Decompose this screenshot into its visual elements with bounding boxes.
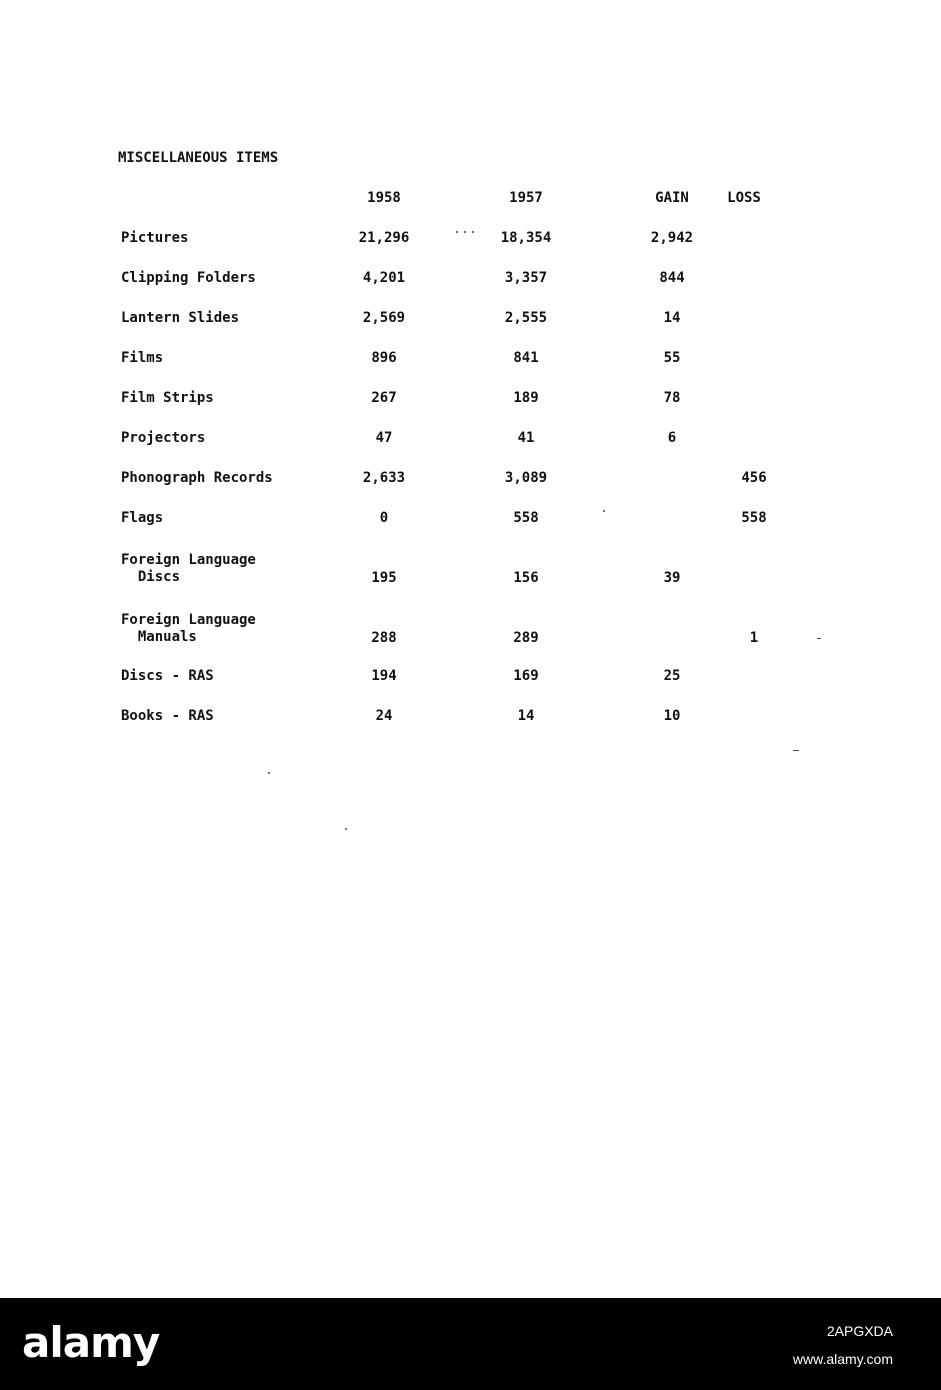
row-label: Phonograph Records <box>121 470 273 486</box>
scan-speck <box>793 750 799 751</box>
value-1957: 14 <box>517 708 535 724</box>
value-gain: 55 <box>663 350 681 366</box>
scan-speck <box>345 828 347 830</box>
column-header-loss: LOSS <box>727 190 761 206</box>
value-1958: 896 <box>371 350 397 366</box>
row-label: Foreign Language Manuals <box>121 612 256 645</box>
column-header-gain: GAIN <box>655 190 689 206</box>
value-1957: 841 <box>513 350 539 366</box>
watermark-logo: alamy <box>22 1318 160 1367</box>
value-1958: 194 <box>371 668 397 684</box>
value-gain: 14 <box>663 310 681 326</box>
value-1957: 169 <box>513 668 539 684</box>
scan-speck <box>464 231 466 233</box>
value-gain: 25 <box>663 668 681 684</box>
value-1958: 21,296 <box>358 230 410 246</box>
value-1957: 3,357 <box>504 270 548 286</box>
value-1958: 47 <box>375 430 393 446</box>
value-1957: 189 <box>513 390 539 406</box>
scan-speck <box>603 510 605 512</box>
row-label: Films <box>121 350 164 366</box>
watermark-url: www.alamy.com <box>792 1351 893 1367</box>
scan-speck <box>456 231 458 233</box>
row-label: Pictures <box>121 230 189 246</box>
row-label: Foreign Language Discs <box>121 552 256 585</box>
document-title: MISCELLANEOUS ITEMS <box>118 150 279 166</box>
row-label: Clipping Folders <box>121 270 256 286</box>
row-label: Projectors <box>121 430 206 446</box>
value-1958: 2,569 <box>362 310 406 326</box>
value-gain: 78 <box>663 390 681 406</box>
row-label: Books - RAS <box>121 708 214 724</box>
value-1958: 195 <box>371 570 397 586</box>
value-1957: 289 <box>513 630 539 646</box>
scan-speck <box>472 231 474 233</box>
row-label: Discs - RAS <box>121 668 214 684</box>
value-1958: 267 <box>371 390 397 406</box>
column-header-1958: 1958 <box>367 190 401 206</box>
value-gain: 2,942 <box>650 230 694 246</box>
value-1958: 4,201 <box>362 270 406 286</box>
value-gain: 6 <box>667 430 677 446</box>
value-gain: 39 <box>663 570 681 586</box>
column-header-1957: 1957 <box>509 190 543 206</box>
value-loss: 456 <box>741 470 767 486</box>
value-1958: 0 <box>379 510 389 526</box>
scan-speck <box>817 638 821 639</box>
scan-speck <box>268 772 270 774</box>
value-1957: 18,354 <box>500 230 552 246</box>
value-1957: 3,089 <box>504 470 548 486</box>
value-1957: 156 <box>513 570 539 586</box>
value-1957: 41 <box>517 430 535 446</box>
value-1957: 2,555 <box>504 310 548 326</box>
value-loss: 558 <box>741 510 767 526</box>
value-1957: 558 <box>513 510 539 526</box>
value-gain: 844 <box>659 270 685 286</box>
value-gain: 10 <box>663 708 681 724</box>
value-1958: 24 <box>375 708 393 724</box>
row-label: Lantern Slides <box>121 310 240 326</box>
value-1958: 2,633 <box>362 470 406 486</box>
value-1958: 288 <box>371 630 397 646</box>
watermark-image-id: 2APGXDA <box>826 1323 893 1339</box>
row-label: Flags <box>121 510 164 526</box>
row-label: Film Strips <box>121 390 214 406</box>
value-loss: 1 <box>749 630 759 646</box>
